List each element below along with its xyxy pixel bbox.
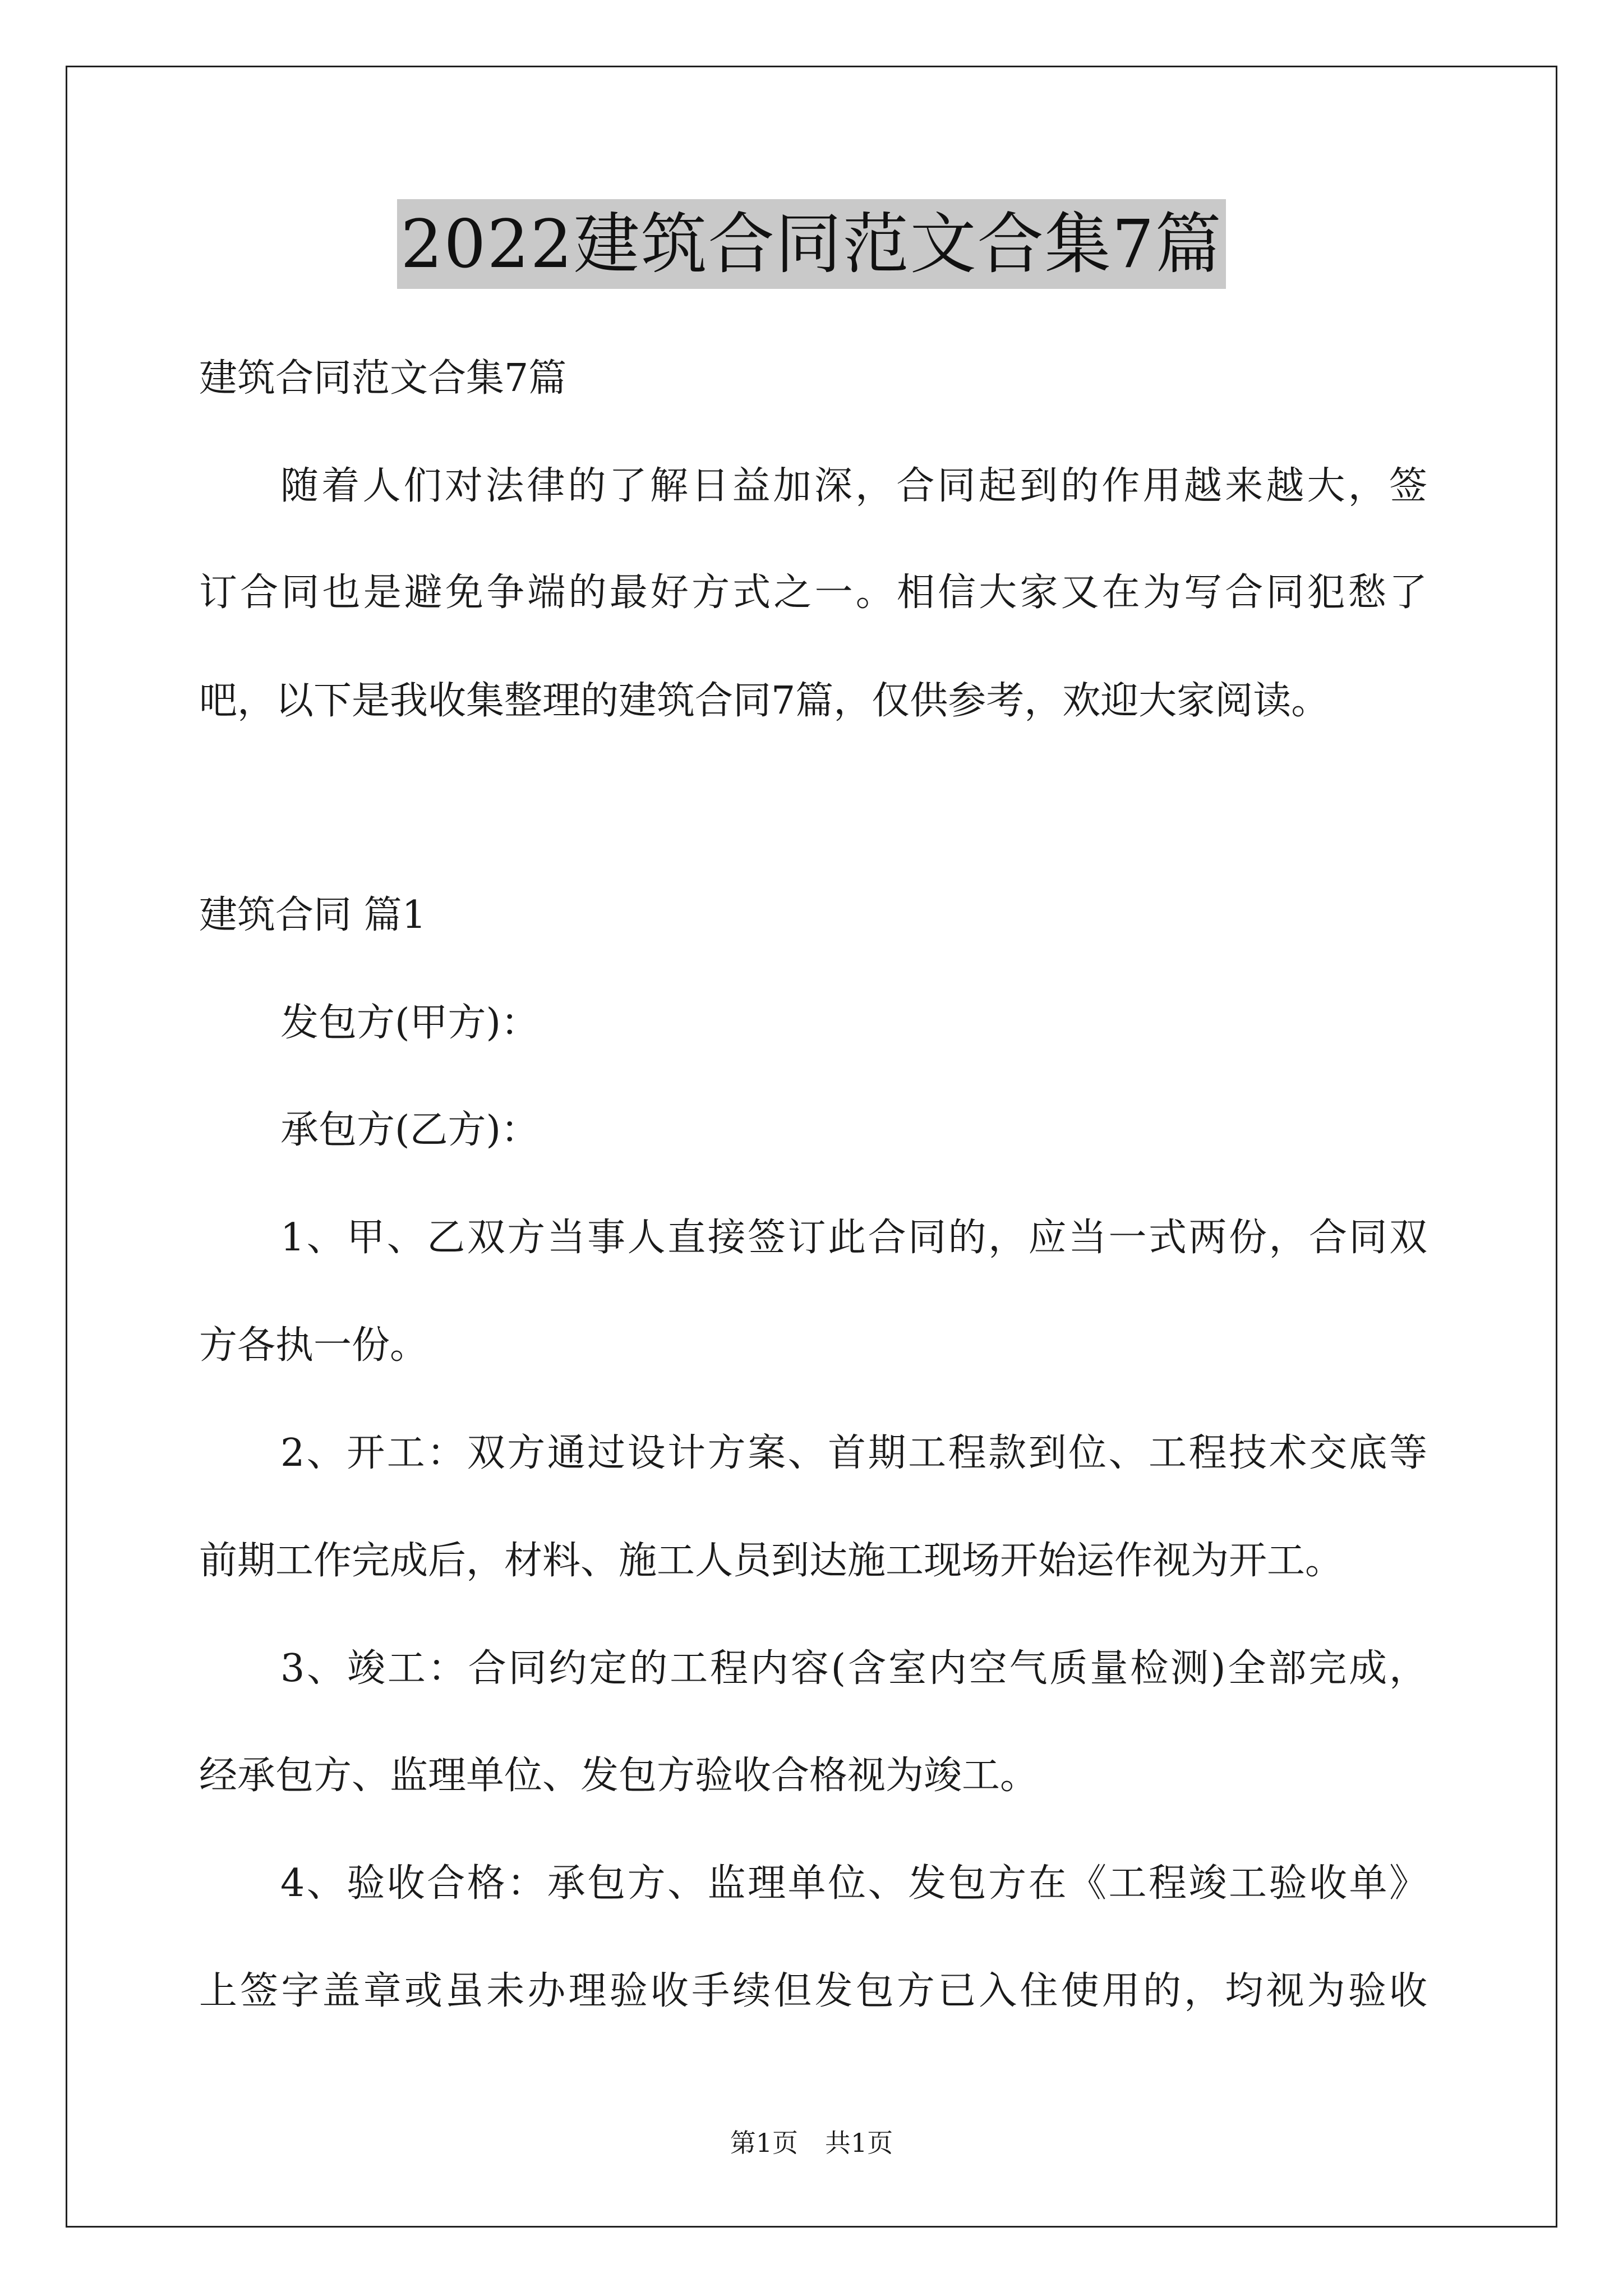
clause-3-line-2: 经承包方、监理单位、发包方验收合格视为竣工。 (199, 1754, 1039, 1798)
document-title: 2022建筑合同范文合集7篇 (397, 199, 1225, 289)
section-heading: 建筑合同 篇1 (199, 893, 426, 937)
title-container (0, 199, 1623, 289)
document-subtitle: 建筑合同范文合集7篇 (199, 356, 567, 401)
intro-line-2: 订合同也是避免争端的最好方式之一。相信大家又在为写合同犯愁了 (199, 570, 1427, 615)
party-a-label: 发包方(甲方)： (280, 1001, 540, 1045)
party-b-label: 承包方(乙方)： (280, 1108, 540, 1152)
clause-2-line-2: 前期工作完成后，材料、施工人员到达施工现场开始运作视为开工。 (199, 1539, 1344, 1583)
intro-line-3: 吧，以下是我收集整理的建筑合同7篇，仅供参考，欢迎大家阅读。 (199, 679, 1330, 723)
clause-4-line-1: 4、验收合格：承包方、监理单位、发包方在《工程竣工验收单》 (280, 1861, 1427, 1906)
clause-1-line-1: 1、甲、乙双方当事人直接签订此合同的，应当一式两份，合同双 (280, 1216, 1427, 1260)
page-footer (0, 2126, 1623, 2160)
intro-line-1: 随着人们对法律的了解日益加深，合同起到的作用越来越大，签 (280, 464, 1427, 508)
clause-4-line-2: 上签字盖章或虽未办理验收手续但发包方已入住使用的，均视为验收 (199, 1969, 1427, 2013)
clause-1-line-2: 方各执一份。 (199, 1323, 428, 1368)
clause-2-line-1: 2、开工：双方通过设计方案、首期工程款到位、工程技术交底等 (280, 1431, 1427, 1475)
page-total: 共1页 (825, 2128, 893, 2158)
page-number: 第1页 (730, 2128, 798, 2158)
clause-3-line-1: 3、竣工：合同约定的工程内容(含室内空气质量检测)全部完成， (280, 1646, 1427, 1691)
